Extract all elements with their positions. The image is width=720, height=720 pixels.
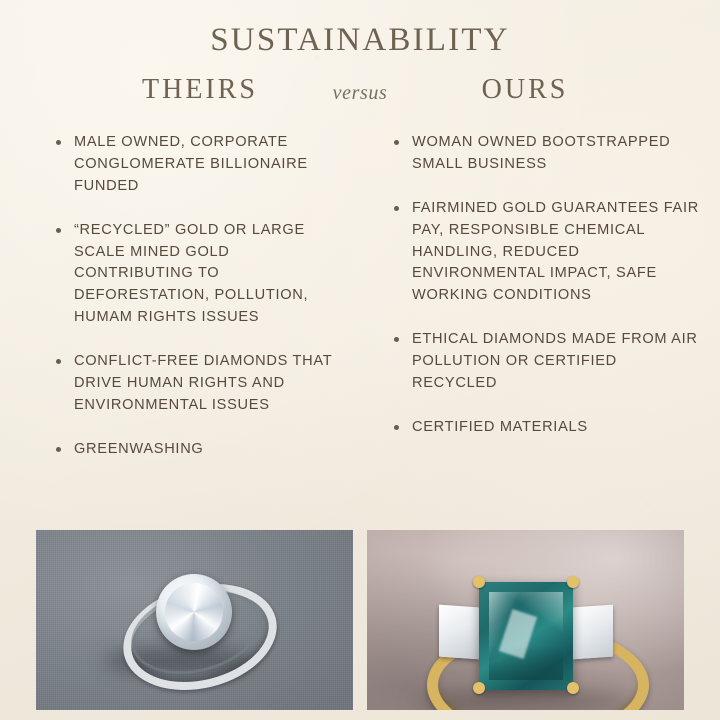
list-item: CONFLICT-FREE DIAMONDS THAT DRIVE HUMAN RIGHTS AND ENVIRONMENTAL ISSUES — [52, 351, 346, 417]
list-item: ETHICAL DIAMONDS MADE FROM AIR POLLUTION OR CERTIFIED RECYCLED — [390, 329, 704, 395]
round-diamond — [156, 574, 232, 650]
list-item: WOMAN OWNED BOOTSTRAPPED SMALL BUSINESS — [390, 132, 704, 176]
prong-icon — [567, 682, 579, 694]
ours-list — [390, 132, 704, 439]
heading-theirs: THEIRS — [142, 74, 258, 105]
teal-center-stone — [479, 582, 573, 690]
comparison-columns — [0, 132, 720, 483]
list-item: CERTIFIED MATERIALS — [390, 417, 704, 439]
side-diamond-left — [439, 605, 479, 660]
prong-icon — [473, 682, 485, 694]
list-item: FAIRMINED GOLD GUARANTEES FAIR PAY, RESPONSIBLE CHEMICAL HANDLING, REDUCED ENVIRONMENTAL IMPACT, SAFE WORKING CONDITIONS — [390, 198, 704, 307]
theirs-ring-photo — [36, 530, 353, 710]
ours-ring-photo — [367, 530, 684, 710]
heading-ours: OURS — [481, 74, 569, 105]
list-item: “RECYCLED” GOLD OR LARGE SCALE MINED GOLD CONTRIBUTING TO DEFORESTATION, POLLUTION, HUMAM RIGHTS ISSUES — [52, 220, 346, 329]
column-headings — [0, 74, 720, 114]
side-diamond-right — [573, 605, 613, 660]
column-ours — [360, 132, 720, 483]
theirs-list — [52, 132, 346, 461]
list-item: GREENWASHING — [52, 439, 346, 461]
column-theirs — [0, 132, 360, 483]
prong-icon — [473, 576, 485, 588]
heading-versus: versus — [332, 82, 388, 104]
prong-icon — [567, 576, 579, 588]
photo-row — [36, 530, 684, 710]
list-item: MALE OWNED, CORPORATE CONGLOMERATE BILLIONAIRE FUNDED — [52, 132, 346, 198]
page-title: SUSTAINABILITY — [210, 22, 510, 58]
